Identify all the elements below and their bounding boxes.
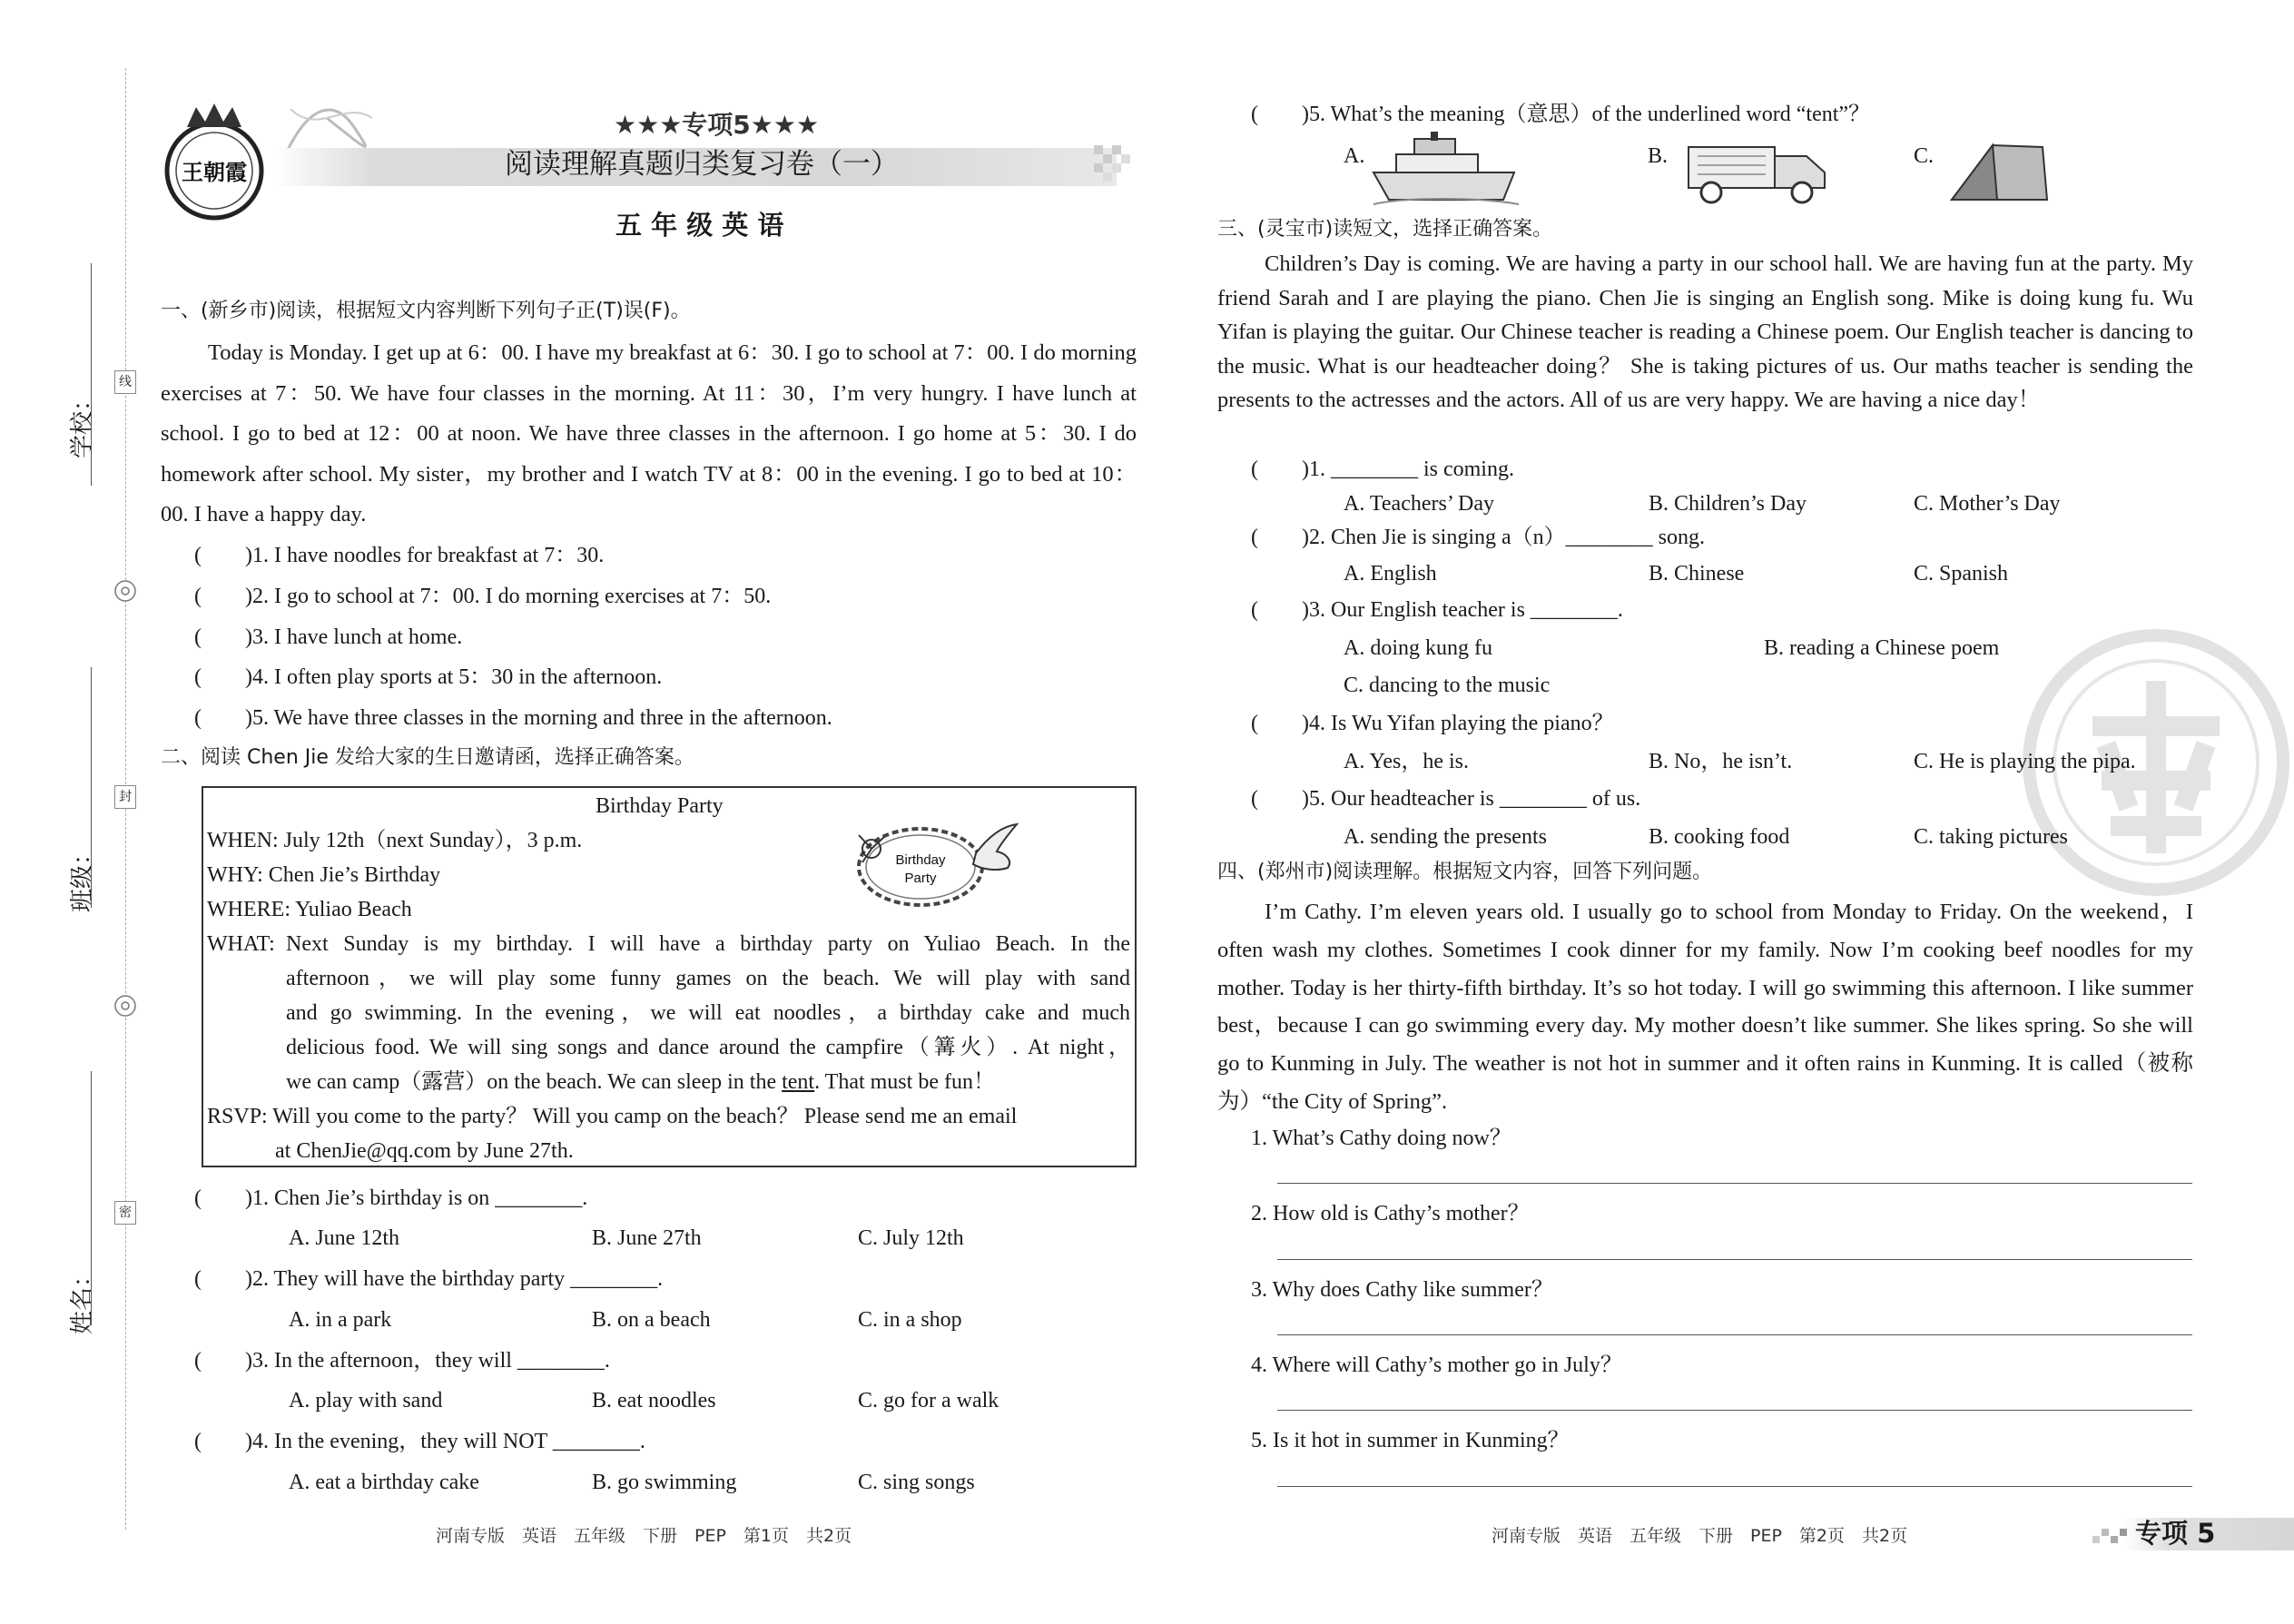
s4-q1: 1. What’s Cathy doing now？	[1251, 1127, 1511, 1150]
s2-q4: ( )4. In the evening，they will NOT ________.	[194, 1430, 645, 1453]
s3-q4: ( )4. Is Wu Yifan playing the piano？	[1251, 712, 1614, 735]
scissors-icon	[113, 578, 138, 604]
card-rsvp-2: at ChenJie@qq.com by June 27th.	[275, 1139, 574, 1163]
s4-q2: 2. How old is Cathy’s mother？	[1251, 1202, 1530, 1225]
section2-heading: 二、阅读 Chen Jie 发给大家的生日邀请函，选择正确答案。	[161, 746, 694, 769]
s1-item-2: ( )2. I go to school at 7：00. I do morning exercises at 7：50.	[194, 585, 772, 608]
logo-emblem	[163, 100, 272, 227]
checker-decoration	[1094, 145, 1139, 191]
s3-q4-b: B. No，he isn’t.	[1649, 750, 1793, 773]
s3-q1: ( )1. ________ is coming.	[1251, 458, 1514, 481]
section3-passage: Children’s Day is coming. We are having a party in our school hall. We are having fun at the party. My friend Sarah and I are playing the piano. Chen Jie is singing an English song. Mike is doing kung fu. Wu Yifan is playing the guitar. Our Chinese teacher is reading a Chinese poem. Our English teacher is dancing to the music. What is our headteacher doing？ She is taking pictures of us. Our maths teacher is sending the presents to the actresses and the actors. All of us are very happy. We are having a nice day！	[1217, 251, 2193, 412]
section3-heading: 三、(灵宝市)读短文，选择正确答案。	[1217, 218, 1553, 241]
mark-dense: 密	[114, 1201, 136, 1225]
s2-q5: ( )5. What’s the meaning（意思）of the underlined word “tent”？	[1251, 103, 1871, 126]
s2-q5-a: A.	[1344, 144, 1365, 168]
section4-passage: I’m Cathy. I’m eleven years old. I usually go to school from Monday to Friday. On the weekend，I often wash my clothes. Sometimes I cook dinner for my family. Now I’m cooking beef noodles for my mother. Today is her thirty-fifth birthday. It’s so hot today. I will go swimming this afternoon. I like summer best，because I can go swimming every day. My mother doesn’t like summer. She likes spring. So she will go to Kunming in July. The weather is not hot in summer and it often rains in Kunming. It is called（被称为）“the City of Spring”.	[1217, 900, 2193, 1114]
answer-line-4[interactable]	[1277, 1410, 2192, 1411]
tag-checker-decoration	[2092, 1525, 2129, 1548]
card-what-line-4: delicious food. We will sing songs and dance around the campfire（篝火）. At night，	[286, 1036, 1130, 1059]
tent-icon	[1943, 136, 2052, 209]
s2-q4-a: A. eat a birthday cake	[289, 1471, 479, 1494]
mark-line: 线	[114, 370, 136, 394]
s2-q1-a: A. June 12th	[289, 1226, 399, 1250]
mark-seal: 封	[114, 785, 136, 809]
s2-q2-a: A. in a park	[289, 1308, 392, 1332]
s2-q4-c: C. sing songs	[858, 1471, 975, 1494]
answer-line-3[interactable]	[1277, 1334, 2192, 1335]
class-field[interactable]	[91, 667, 92, 908]
name-field[interactable]	[91, 1071, 92, 1325]
s2-q5-c: C.	[1914, 144, 1935, 168]
section1-passage: Today is Monday. I get up at 6：00. I have my breakfast at 6：30. I go to school at 7：00. I do morning exercises at 7：50. We have four classes in the morning. At 11：30，I’m very hungry. I have lunch at school. I go to bed at 12：00 at noon. We have three classes in the afternoon. I go home at 5：30. I do homework after school. My sister，my brother and I watch TV at 8：00 in the evening. I go to bed at 10：00. I have a happy day.	[161, 340, 1137, 527]
s2-q1: ( )1. Chen Jie’s birthday is on ________.	[194, 1186, 588, 1210]
card-what-line-3: and go swimming. In the evening，we will eat noodles，a birthday cake and much	[286, 1001, 1130, 1025]
school-label: 学校：	[69, 387, 96, 458]
class-label: 班级：	[69, 841, 96, 912]
s1-item-3: ( )3. I have lunch at home.	[194, 625, 463, 649]
s3-q1-b: B. Children’s Day	[1649, 492, 1807, 516]
s4-q4: 4. Where will Cathy’s mother go in July？	[1251, 1353, 1622, 1377]
s3-q3-a: A. doing kung fu	[1344, 636, 1492, 660]
s2-q3-b: B. eat noodles	[592, 1389, 716, 1412]
card-where: WHERE: Yuliao Beach	[207, 898, 412, 921]
s3-q2-c: C. Spanish	[1914, 562, 2009, 586]
ship-icon	[1369, 132, 1523, 209]
card-rsvp-1: RSVP: Will you come to the party？ Will you camp on the beach？ Please send me an email	[207, 1105, 1018, 1128]
series-label: ★★★专项5★★★	[614, 110, 820, 140]
card-when: WHEN: July 12th（next Sunday），3 p.m.	[207, 829, 583, 852]
s3-q4-a: A. Yes，he is.	[1344, 750, 1470, 773]
card-what-line-1: Next Sunday is my birthday. I will have a birthday party on Yuliao Beach. In the	[286, 932, 1130, 956]
card-why: WHY: Chen Jie’s Birthday	[207, 863, 441, 887]
school-field[interactable]	[91, 263, 92, 486]
logo-text: 王朝霞	[182, 159, 247, 185]
s3-q1-c: C. Mother’s Day	[1914, 492, 2061, 516]
answer-line-5[interactable]	[1277, 1486, 2192, 1487]
footer-right: 河南专版 英语 五年级 下册 PEP 第2页 共2页	[1492, 1526, 1908, 1546]
page-tag: 专项 5	[2135, 1518, 2216, 1549]
card-what-line-2: afternoon，we will play some funny games on the beach. We will play with sand	[286, 967, 1130, 990]
underlined-word-tent: tent	[782, 1070, 815, 1094]
s3-q4-c: C. He is playing the pipa.	[1914, 750, 2136, 773]
s2-q5-b: B.	[1648, 144, 1669, 168]
s3-q1-a: A. Teachers’ Day	[1344, 492, 1495, 516]
birthday-wreath-icon	[844, 817, 1026, 917]
s2-q1-c: C. July 12th	[858, 1226, 964, 1250]
s2-q1-b: B. June 27th	[592, 1226, 702, 1250]
s4-q5: 5. Is it hot in summer in Kunming？	[1251, 1429, 1570, 1452]
s2-q2-c: C. in a shop	[858, 1308, 962, 1332]
s3-q3-c: C. dancing to the music	[1344, 674, 1551, 697]
paper-subtitle: 五 年 级 英 语	[615, 210, 784, 241]
s3-q5: ( )5. Our headteacher is ________ of us.	[1251, 787, 1641, 811]
name-label: 姓名：	[69, 1263, 96, 1334]
s3-q5-a: A. sending the presents	[1344, 825, 1547, 849]
card-title: Birthday Party	[596, 794, 724, 818]
answer-line-2[interactable]	[1277, 1259, 2192, 1260]
truck-icon	[1684, 136, 1829, 209]
s3-q5-c: C. taking pictures	[1914, 825, 2068, 849]
s2-q3: ( )3. In the afternoon，they will ________.	[194, 1349, 610, 1373]
s1-item-1: ( )1. I have noodles for breakfast at 7：30.	[194, 544, 605, 567]
section4-heading: 四、(郑州市)阅读理解。根据短文内容，回答下列问题。	[1217, 861, 1713, 883]
wreath-text-1: Birthday	[895, 852, 946, 868]
paper-title: 阅读理解真题归类复习卷（一）	[505, 148, 899, 181]
section1-heading: 一、(新乡市)阅读，根据短文内容判断下列句子正(T)误(F)。	[161, 300, 691, 322]
s2-q3-a: A. play with sand	[289, 1389, 443, 1412]
s2-q2-b: B. on a beach	[592, 1308, 711, 1332]
s3-q5-b: B. cooking food	[1649, 825, 1790, 849]
scissors-icon	[113, 993, 138, 1019]
s3-q3: ( )3. Our English teacher is ________.	[1251, 598, 1623, 622]
s4-q3: 3. Why does Cathy like summer？	[1251, 1278, 1553, 1302]
s2-q2: ( )2. They will have the birthday party ________.	[194, 1267, 664, 1291]
answer-line-1[interactable]	[1277, 1183, 2192, 1184]
s1-item-5: ( )5. We have three classes in the morning and three in the afternoon.	[194, 706, 832, 730]
wreath-text-2: Party	[904, 871, 937, 886]
s3-q3-b: B. reading a Chinese poem	[1764, 636, 2000, 660]
s2-q3-c: C. go for a walk	[858, 1389, 999, 1412]
card-what-label: WHAT:	[207, 932, 275, 956]
footer-left: 河南专版 英语 五年级 下册 PEP 第1页 共2页	[436, 1526, 852, 1546]
card-what-line-5: we can camp（露营）on the beach. We can sleep in the tent. That must be fun！	[286, 1070, 995, 1094]
s3-q2-b: B. Chinese	[1649, 562, 1745, 586]
s2-q4-b: B. go swimming	[592, 1471, 737, 1494]
s3-q2: ( )2. Chen Jie is singing a（n）________ song.	[1251, 526, 1705, 549]
s3-q2-a: A. English	[1344, 562, 1437, 586]
s1-item-4: ( )4. I often play sports at 5：30 in the afternoon.	[194, 665, 663, 689]
